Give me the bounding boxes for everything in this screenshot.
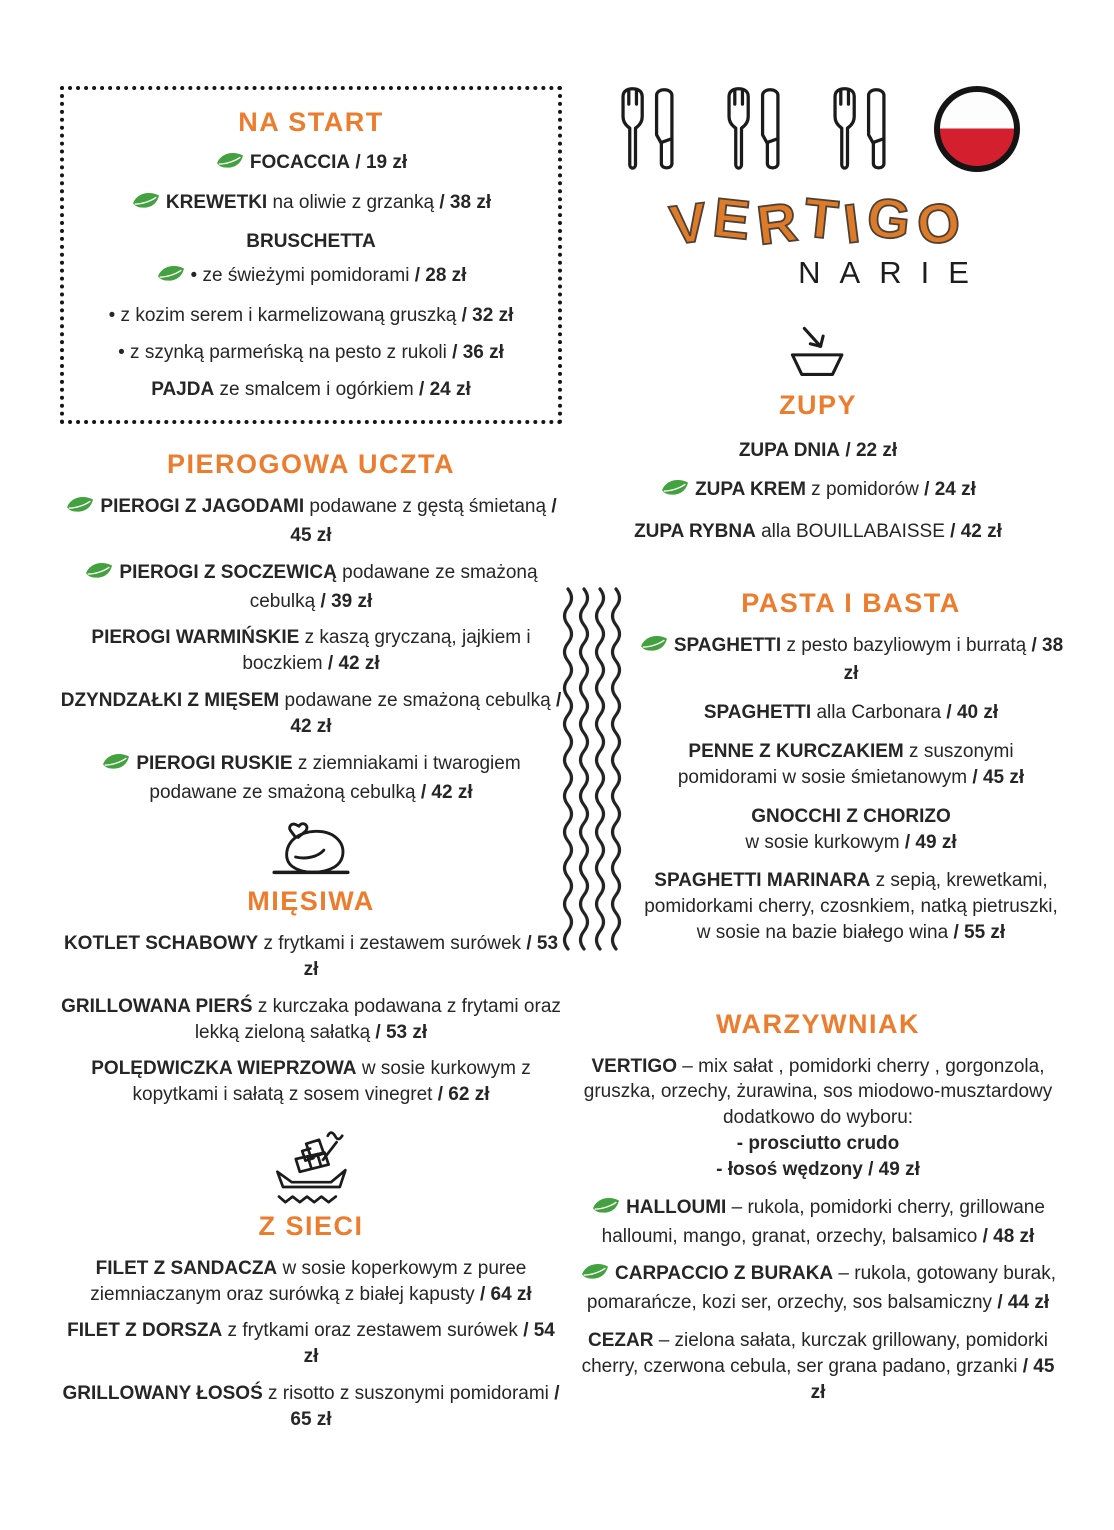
item-description: z sepią, krewetkami, pomidorkami cherry, czosnkiem, natką pietruszki, w sosie na bazie białego wina (644, 870, 1058, 944)
item-description: podawane z gęstą śmietaną (309, 496, 547, 518)
leaf-icon (131, 192, 161, 219)
right-column (572, 84, 1064, 1418)
item-description: alla BOUILLABAISSE (761, 521, 945, 543)
item-price: / 42 zł (420, 781, 473, 803)
item-name: CEZAR (587, 1330, 654, 1352)
header-icons-row (572, 84, 1064, 181)
item-name: FILET Z DORSZA (67, 1320, 223, 1342)
item-name: GRILLOWANY ŁOSOŚ (62, 1383, 263, 1405)
menu-item (638, 868, 1064, 945)
poland-flag-icon (934, 86, 1020, 172)
menu-item (60, 751, 562, 806)
item-description: – rukola, pomidorki cherry, grillowane halloumi, mango, granat, orzechy, balsamico (601, 1196, 1045, 1247)
item-name: ZUPA KREM (695, 479, 806, 501)
item-description: podawane ze smażoną cebulką (284, 690, 551, 712)
section-title: PIEROGOWA UCZTA (167, 449, 455, 480)
menu-item (60, 1381, 562, 1433)
menu-item (60, 560, 562, 615)
item-name: KOTLET SCHABOWY (63, 933, 259, 955)
menu-item (60, 1056, 562, 1108)
item-description: • z kozim serem i karmelizowaną gruszką (108, 305, 457, 326)
item-name: FILET Z SANDACZA (95, 1257, 278, 1279)
item-option: - łosoś wędzony / 49 zł (716, 1158, 920, 1180)
section-title: ZUPY (778, 389, 857, 420)
section-title: PASTA I BASTA (741, 587, 961, 618)
item-price: / 38 zł (843, 634, 1064, 685)
section-zupy (572, 391, 1064, 545)
menu-item (82, 377, 540, 403)
item-name: SPAGHETTI (703, 702, 812, 724)
section-na-start (60, 86, 562, 424)
item-price: / 24 zł (419, 378, 471, 400)
fork-and-knife-icon (616, 84, 678, 181)
menu-item (638, 700, 1064, 726)
menu-item (60, 688, 562, 740)
item-price: / 44 zł (997, 1292, 1050, 1314)
spaghetti-wavy-lines (560, 583, 624, 963)
item-name: ZUPA DNIA (738, 440, 841, 462)
item-name: PIEROGI Z JAGODAMI (100, 496, 305, 518)
item-price: / 53 zł (303, 933, 559, 980)
item-price: / 45 zł (972, 766, 1025, 788)
item-price: / 42 zł (290, 690, 562, 737)
item-description: z kaszą gryczaną, jajkiem i boczkiem (242, 627, 531, 675)
item-price: / 55 zł (953, 922, 1006, 944)
leaf-icon (580, 1263, 610, 1290)
item-name: ZUPA RYBNA (634, 521, 756, 543)
item-name: POLĘDWICZKA WIEPRZOWA (91, 1058, 357, 1080)
item-price: / 22 zł (845, 440, 898, 462)
item-price: / 42 zł (950, 521, 1002, 543)
item-name: PIEROGI WARMIŃSKIE (91, 627, 300, 649)
section-title: Z SIECI (258, 1211, 364, 1242)
fork-and-knife-icon (722, 84, 784, 181)
section-pasta-i-basta (572, 589, 1064, 946)
item-price: / 24 zł (924, 479, 976, 501)
menu-item (572, 1054, 1064, 1183)
item-price: / 40 zł (946, 702, 999, 724)
item-price: / 53 zł (375, 1021, 428, 1043)
item-name: BRUSCHETTA (246, 231, 376, 253)
item-price: / 65 zł (290, 1383, 560, 1430)
item-description: alla Carbonara (816, 702, 942, 724)
item-description: podawane ze smażoną cebulką (249, 561, 538, 612)
item-description: z suszonymi pomidorami w sosie śmietanowym (677, 741, 1014, 788)
item-price: / 19 zł (355, 151, 408, 173)
item-description: z pomidorów (811, 479, 919, 501)
item-price: / 45 zł (290, 496, 557, 546)
item-description: w sosie kurkowym z kopytkami i sałatą z sosem vinegret (132, 1058, 531, 1106)
menu-item (572, 438, 1064, 464)
item-description: w sosie koperkowym z puree ziemniaczanym oraz surówką z białej kapusty (90, 1257, 527, 1305)
item-description: z risotto z suszonymi pomidorami (268, 1383, 549, 1405)
fishing-boat-icon (60, 1126, 562, 1208)
menu-item (572, 1261, 1064, 1316)
menu-item (60, 1256, 562, 1308)
item-price: / 54 zł (303, 1320, 555, 1368)
leaf-icon (591, 1197, 621, 1224)
menu-item (60, 1318, 562, 1370)
item-name: GRILLOWANA PIERŚ (61, 995, 253, 1017)
fork-and-knife-icon (828, 84, 890, 181)
menu-item (638, 804, 1064, 856)
item-name: SPAGHETTI (673, 634, 782, 656)
menu-item (572, 519, 1064, 545)
item-name: PENNE Z KURCZAKIEM (688, 741, 904, 763)
item-price: / 62 zł (437, 1084, 490, 1106)
item-name: HALLOUMI (626, 1196, 727, 1218)
item-name: CARPACCIO Z BURAKA (615, 1263, 834, 1285)
item-name: FOCACCIA (249, 151, 351, 173)
item-price: / 42 zł (327, 653, 380, 675)
item-price: / 49 zł (904, 831, 957, 853)
menu-item (82, 263, 540, 292)
menu-item (82, 229, 540, 255)
section-title: WARZYWNIAK (716, 1008, 920, 1039)
menu-item (82, 340, 540, 366)
item-name: DZYNDZAŁKI Z MIĘSEM (60, 690, 280, 712)
leaf-icon (156, 265, 186, 292)
menu-item (60, 931, 562, 983)
item-price: / 39 zł (320, 590, 373, 612)
brand-logo: VERTIGO (666, 185, 971, 257)
item-description: z kurczaka podawana z frytami oraz lekką zieloną sałatką (194, 995, 561, 1043)
roast-chicken-icon (60, 819, 562, 883)
item-name: VERTIGO (591, 1055, 677, 1077)
section-title: MIĘSIWA (247, 886, 375, 917)
item-name: PIEROGI Z SOCZEWICĄ (119, 561, 337, 583)
section-warzywniak (572, 1010, 1064, 1406)
leaf-icon (84, 562, 114, 589)
left-column (60, 86, 562, 1433)
item-description: z frytkami i zestawem surówek (263, 933, 522, 955)
menu-item (82, 190, 540, 219)
item-name: GNOCCHI Z CHORIZO (751, 805, 951, 827)
item-description: • z szynką parmeńską na pesto z rukoli (118, 341, 447, 363)
item-price: / 45 zł (810, 1355, 1055, 1403)
section-pierogowa-uczta (60, 450, 562, 805)
item-description: ze smalcem i ogórkiem (219, 378, 414, 400)
item-description: z pesto bazyliowym i burratą (786, 634, 1027, 656)
item-option: - prosciutto crudo (736, 1133, 900, 1155)
soup-bowl-arrow-icon (572, 325, 1064, 383)
section-title: NA START (238, 107, 384, 137)
item-name: PIEROGI RUSKIE (136, 752, 293, 774)
menu-item (638, 633, 1064, 688)
item-description: – zielona sałata, kurczak grillowany, pomidorki cherry, czerwona cebula, ser grana padano, grzanki (581, 1330, 1049, 1377)
item-description: z ziemniakami i twarogiem podawane ze smażoną cebulką (149, 752, 521, 803)
item-price: / 64 zł (479, 1283, 532, 1305)
menu-item (60, 994, 562, 1046)
menu-item (82, 150, 540, 179)
item-price: / 32 zł (461, 305, 514, 326)
item-description: na oliwie z grzanką (272, 191, 435, 213)
brand-location: NARIE (798, 254, 988, 290)
section-z-sieci (60, 1212, 562, 1433)
menu-item (572, 1328, 1064, 1405)
leaf-icon (660, 479, 690, 506)
item-description: z frytkami oraz zestawem surówek (227, 1320, 518, 1342)
item-name: KREWETKI (165, 191, 268, 213)
menu-item (60, 494, 562, 549)
item-description: w sosie kurkowym (745, 831, 900, 853)
item-name: PAJDA (151, 378, 215, 400)
item-price: / 48 zł (982, 1225, 1035, 1247)
leaf-icon (101, 753, 131, 780)
item-price: / 36 zł (452, 341, 504, 363)
item-description: – mix sałat , pomidorki cherry , gorgonzola, gruszka, orzechy, żurawina, sos miodowo-musztardowy dodatkowo do wyboru: (583, 1055, 1053, 1129)
section-miesiwa (60, 887, 562, 1108)
menu-item (572, 477, 1064, 506)
item-price: / 38 zł (439, 191, 492, 213)
leaf-icon (65, 496, 95, 523)
menu-item (638, 739, 1064, 791)
item-name: SPAGHETTI MARINARA (654, 870, 871, 892)
menu-item (82, 303, 540, 329)
item-description: • ze świeżymi pomidorami (190, 265, 410, 287)
item-description: – rukola, gotowany burak, pomarańcze, kozi ser, orzechy, sos balsamiczny (586, 1263, 1056, 1314)
leaf-icon (215, 152, 245, 179)
item-price: / 28 zł (414, 265, 467, 287)
menu-item (572, 1195, 1064, 1250)
leaf-icon (639, 635, 669, 662)
menu-item (60, 625, 562, 677)
